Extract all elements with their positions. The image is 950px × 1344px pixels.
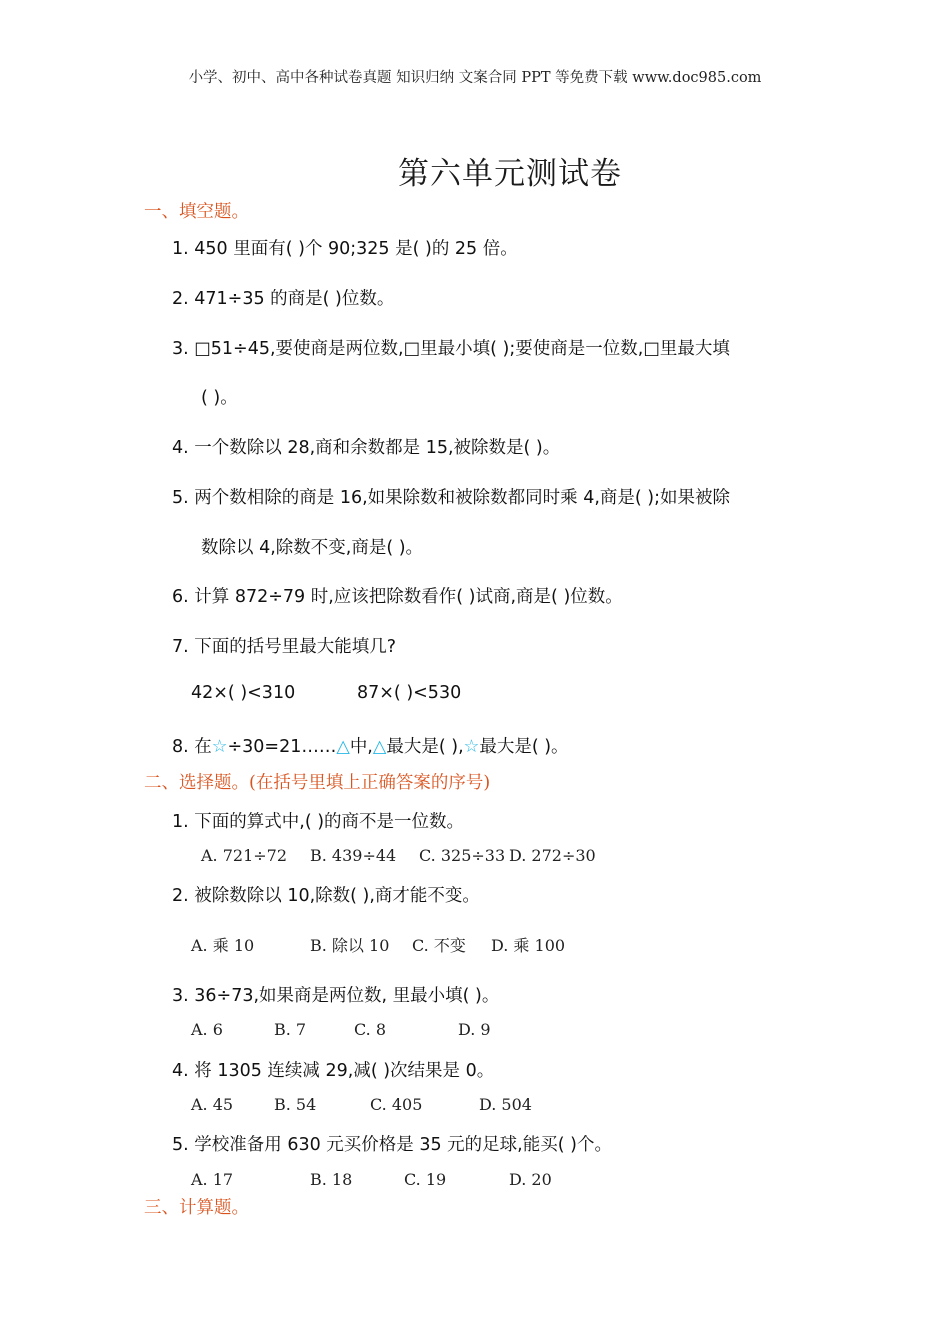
fill-q8-end: 最大是( )。 bbox=[479, 737, 569, 757]
choice-q3-option-a: A. 6 bbox=[191, 1020, 223, 1039]
choice-q4-option-d: D. 504 bbox=[479, 1095, 532, 1114]
fill-q8 bbox=[172, 733, 569, 758]
choice-q2-option-c: C. 不变 bbox=[412, 936, 466, 955]
fill-q5-line1: 5. 两个数相除的商是 16,如果除数和被除数都同时乘 4,商是( );如果被除 bbox=[172, 488, 731, 508]
fill-q5-line2: 数除以 4,除数不变,商是( )。 bbox=[201, 538, 424, 558]
fill-q4: 4. 一个数除以 28,商和余数都是 15,被除数是( )。 bbox=[172, 438, 561, 458]
fill-q3-line1: 3. □51÷45,要使商是两位数,□里最小填( );要使商是一位数,□里最大填 bbox=[172, 339, 730, 359]
choice-q2: 2. 被除数除以 10,除数( ),商才能不变。 bbox=[172, 886, 480, 906]
fill-q8-mid2: 中, bbox=[349, 737, 373, 757]
star-symbol: ☆ bbox=[211, 737, 228, 757]
choice-q4: 4. 将 1305 连续减 29,减( )次结果是 0。 bbox=[172, 1061, 495, 1081]
choice-q2-option-d: D. 乘 100 bbox=[491, 936, 566, 955]
choice-q5-option-c: C. 19 bbox=[404, 1170, 447, 1189]
choice-q1-option-a: A. 721÷72 bbox=[201, 846, 288, 865]
choice-q2-option-a: A. 乘 10 bbox=[191, 936, 255, 955]
section-1-title: 一、填空题。 bbox=[144, 202, 249, 222]
fill-q8-mid3: 最大是( ), bbox=[386, 737, 464, 757]
fill-q8-prefix: 8. 在 bbox=[172, 737, 212, 757]
choice-q5-option-d: D. 20 bbox=[509, 1170, 552, 1189]
section-3-title: 三、计算题。 bbox=[144, 1198, 249, 1218]
section-2-title: 二、选择题。(在括号里填上正确答案的序号) bbox=[144, 773, 491, 793]
choice-q4-option-a: A. 45 bbox=[191, 1095, 234, 1114]
choice-q1-option-c: C. 325÷33 bbox=[419, 846, 506, 865]
fill-q8-mid1: ÷30=21…… bbox=[227, 737, 337, 757]
choice-q1-option-d: D. 272÷30 bbox=[509, 846, 596, 865]
triangle-symbol: △ bbox=[336, 737, 350, 757]
choice-q4-option-c: C. 405 bbox=[370, 1095, 423, 1114]
fill-q2: 2. 471÷35 的商是( )位数。 bbox=[172, 289, 395, 309]
star-symbol: ☆ bbox=[463, 737, 480, 757]
site-header: 小学、初中、高中各种试卷真题 知识归纳 文案合同 PPT 等免费下载 www.doc985.com bbox=[188, 70, 762, 86]
choice-q5-option-b: B. 18 bbox=[310, 1170, 353, 1189]
choice-q5: 5. 学校准备用 630 元买价格是 35 元的足球,能买( )个。 bbox=[172, 1135, 612, 1155]
choice-q3-option-d: D. 9 bbox=[458, 1020, 491, 1039]
choice-q3-option-b: B. 7 bbox=[274, 1020, 307, 1039]
fill-q6: 6. 计算 872÷79 时,应该把除数看作( )试商,商是( )位数。 bbox=[172, 587, 623, 607]
choice-q3: 3. 36÷73,如果商是两位数, 里最小填( )。 bbox=[172, 986, 500, 1006]
choice-q4-option-b: B. 54 bbox=[274, 1095, 317, 1114]
fill-q1: 1. 450 里面有( )个 90;325 是( )的 25 倍。 bbox=[172, 239, 518, 259]
choice-q1-option-b: B. 439÷44 bbox=[310, 846, 397, 865]
fill-q7-expr-a: 42×( )<310 bbox=[191, 683, 296, 703]
fill-q7: 7. 下面的括号里最大能填几? bbox=[172, 637, 397, 657]
choice-q2-option-b: B. 除以 10 bbox=[310, 936, 390, 955]
triangle-symbol: △ bbox=[372, 737, 387, 757]
choice-q5-option-a: A. 17 bbox=[191, 1170, 234, 1189]
fill-q3-line2: ( )。 bbox=[201, 388, 238, 408]
choice-q1: 1. 下面的算式中,( )的商不是一位数。 bbox=[172, 812, 465, 832]
fill-q7-expr-b: 87×( )<530 bbox=[357, 683, 462, 703]
choice-q3-option-c: C. 8 bbox=[354, 1020, 387, 1039]
page-title: 第六单元测试卷 bbox=[398, 156, 622, 192]
